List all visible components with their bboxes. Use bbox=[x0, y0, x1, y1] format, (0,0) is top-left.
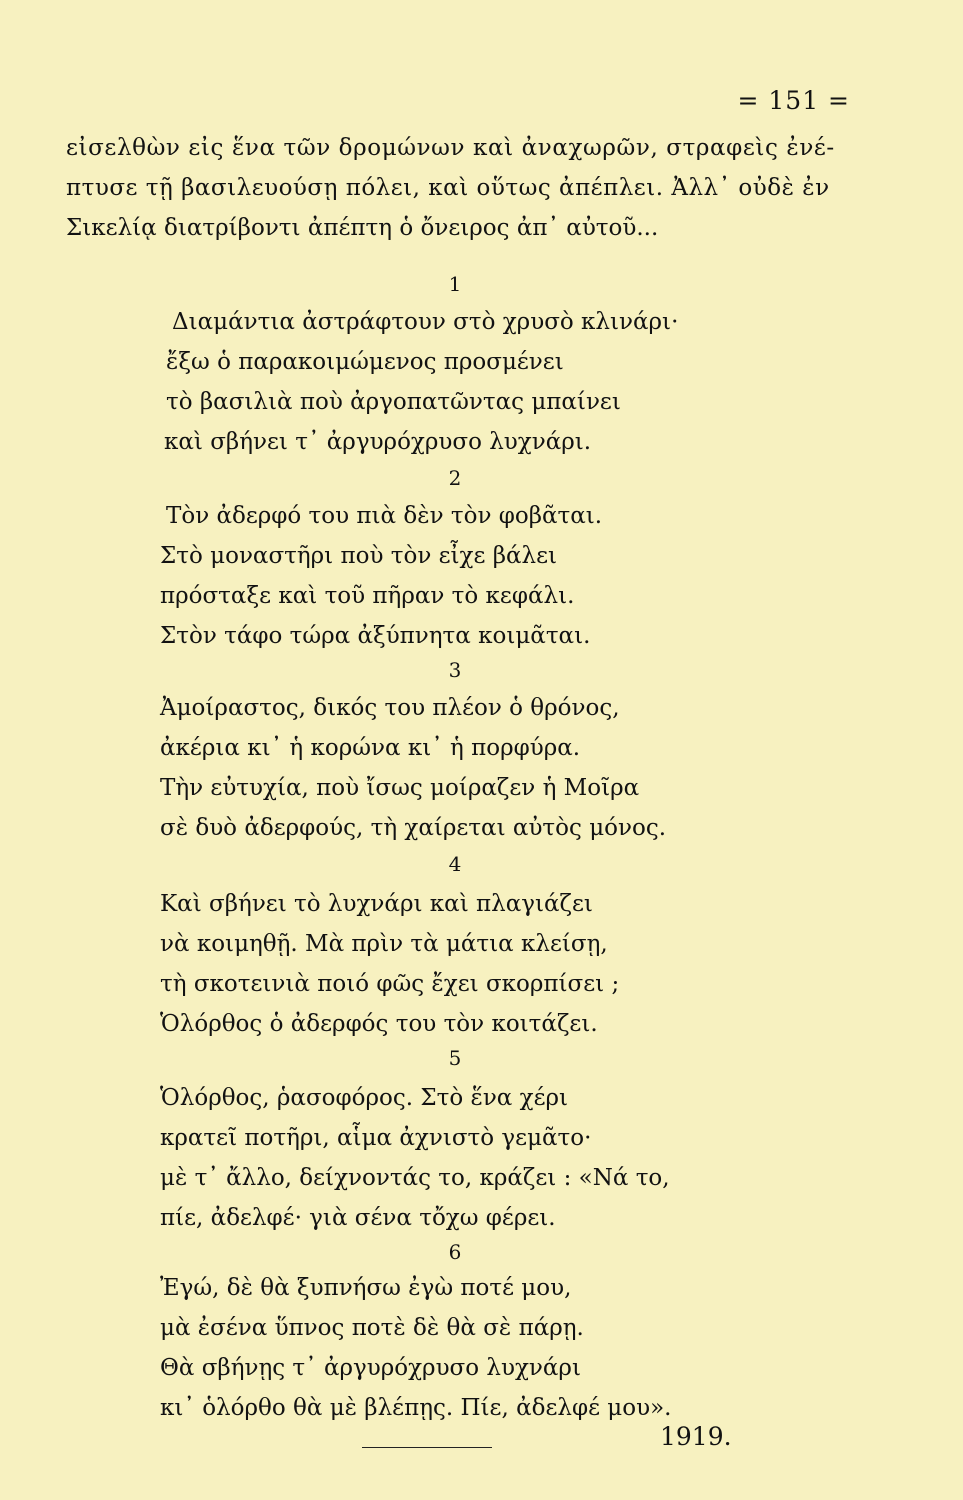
verse-line: σὲ δυὸ ἀδερφούς, τὴ χαίρεται αὐτὸς μόνος. bbox=[160, 815, 667, 841]
verse-line: μὰ ἐσένα ὕπνος ποτὲ δὲ θὰ σὲ πάρῃ. bbox=[160, 1315, 584, 1341]
verse-line: Τὸν ἀδερφό του πιὰ δὲν τὸν φοβᾶται. bbox=[166, 503, 603, 529]
verse-line: πρόσταξε καὶ τοῦ πῆραν τὸ κεφάλι. bbox=[160, 583, 575, 609]
verse-line: Στὸν τάφο τώρα ἀξύπνητα κοιμᾶται. bbox=[160, 623, 591, 649]
verse-line: ἔξω ὁ παρακοιμώμενος προσμένει bbox=[166, 349, 564, 375]
verse-line: πίε, ἀδελφέ· γιὰ σένα τὄχω φέρει. bbox=[160, 1205, 556, 1231]
stanza-number: 3 bbox=[448, 658, 462, 682]
verse-line: ἀκέρια κι᾿ ἡ κορώνα κι᾿ ἡ πορφύρα. bbox=[160, 735, 581, 761]
verse-line: καὶ σβήνει τ᾿ ἀργυρόχρυσο λυχνάρι. bbox=[164, 429, 592, 455]
intro-line: Σικελίᾳ διατρίβοντι ἀπέπτη ὁ ὄνειρος ἀπ᾿ αὐτοῦ... bbox=[66, 215, 659, 241]
verse-line: τὴ σκοτεινιὰ ποιό φῶς ἔχει σκορπίσει ; bbox=[160, 971, 620, 997]
stanza-number: 6 bbox=[448, 1240, 462, 1264]
verse-line: νὰ κοιμηθῇ. Μὰ πρὶν τὰ μάτια κλείσῃ, bbox=[160, 931, 608, 957]
stanza bbox=[160, 496, 760, 656]
verse-line: Διαμάντια ἀστράφτουν στὸ χρυσὸ κλινάρι· bbox=[172, 309, 679, 335]
stanza bbox=[160, 1078, 760, 1238]
stanza bbox=[160, 688, 760, 848]
verse-line: μὲ τ᾿ ἄλλο, δείχνοντάς το, κράζει : «Νά το, bbox=[160, 1165, 670, 1191]
verse-line: Τὴν εὐτυχία, ποὺ ἴσως μοίραζεν ἡ Μοῖρα bbox=[160, 775, 640, 801]
stanza-number: 2 bbox=[448, 466, 462, 490]
stanza bbox=[160, 1268, 760, 1428]
verse-line: κρατεῖ ποτῆρι, αἷμα ἀχνιστὸ γεμᾶτο· bbox=[160, 1125, 592, 1151]
verse-line: Καὶ σβήνει τὸ λυχνάρι καὶ πλαγιάζει bbox=[160, 891, 593, 917]
stanza bbox=[160, 884, 760, 1044]
verse-line: Ὁλόρθος, ῥασοφόρος. Στὸ ἕνα χέρι bbox=[160, 1085, 569, 1111]
end-rule bbox=[362, 1447, 492, 1448]
verse-line: Θὰ σβήνῃς τ᾿ ἀργυρόχρυσο λυχνάρι bbox=[160, 1355, 581, 1381]
stanza-number: 5 bbox=[448, 1046, 462, 1070]
verse-line: Ἀμοίραστος, δικός του πλέον ὁ θρόνος, bbox=[160, 695, 620, 721]
intro-line: εἰσελθὼν εἰς ἕνα τῶν δρομώνων καὶ ἀναχωρῶν, στραφεὶς ἐνέ- bbox=[66, 135, 835, 161]
stanza-number: 4 bbox=[448, 852, 462, 876]
intro-line: πτυσε τῇ βασιλευούσῃ πόλει, καὶ οὕτως ἀπέπλει. Ἀλλ᾿ οὐδὲ ἐν bbox=[66, 175, 830, 201]
intro-paragraph bbox=[66, 128, 856, 248]
verse-line: κι᾿ ὁλόρθο θὰ μὲ βλέπῃς. Πίε, ἀδελφέ μου». bbox=[160, 1395, 672, 1421]
verse-line: Στὸ μοναστῆρι ποὺ τὸν εἶχε βάλει bbox=[160, 543, 558, 569]
poem-year: 1919. bbox=[660, 1422, 732, 1451]
stanza bbox=[160, 302, 760, 462]
verse-line: Ὁλόρθος ὁ ἀδερφός του τὸν κοιτάζει. bbox=[160, 1011, 598, 1037]
verse-line: Ἐγώ, δὲ θὰ ξυπνήσω ἐγὼ ποτέ μου, bbox=[160, 1275, 572, 1301]
page-number: = 151 = bbox=[737, 86, 850, 115]
stanza-number: 1 bbox=[448, 272, 462, 296]
verse-line: τὸ βασιλιὰ ποὺ ἀργοπατῶντας μπαίνει bbox=[166, 389, 621, 415]
